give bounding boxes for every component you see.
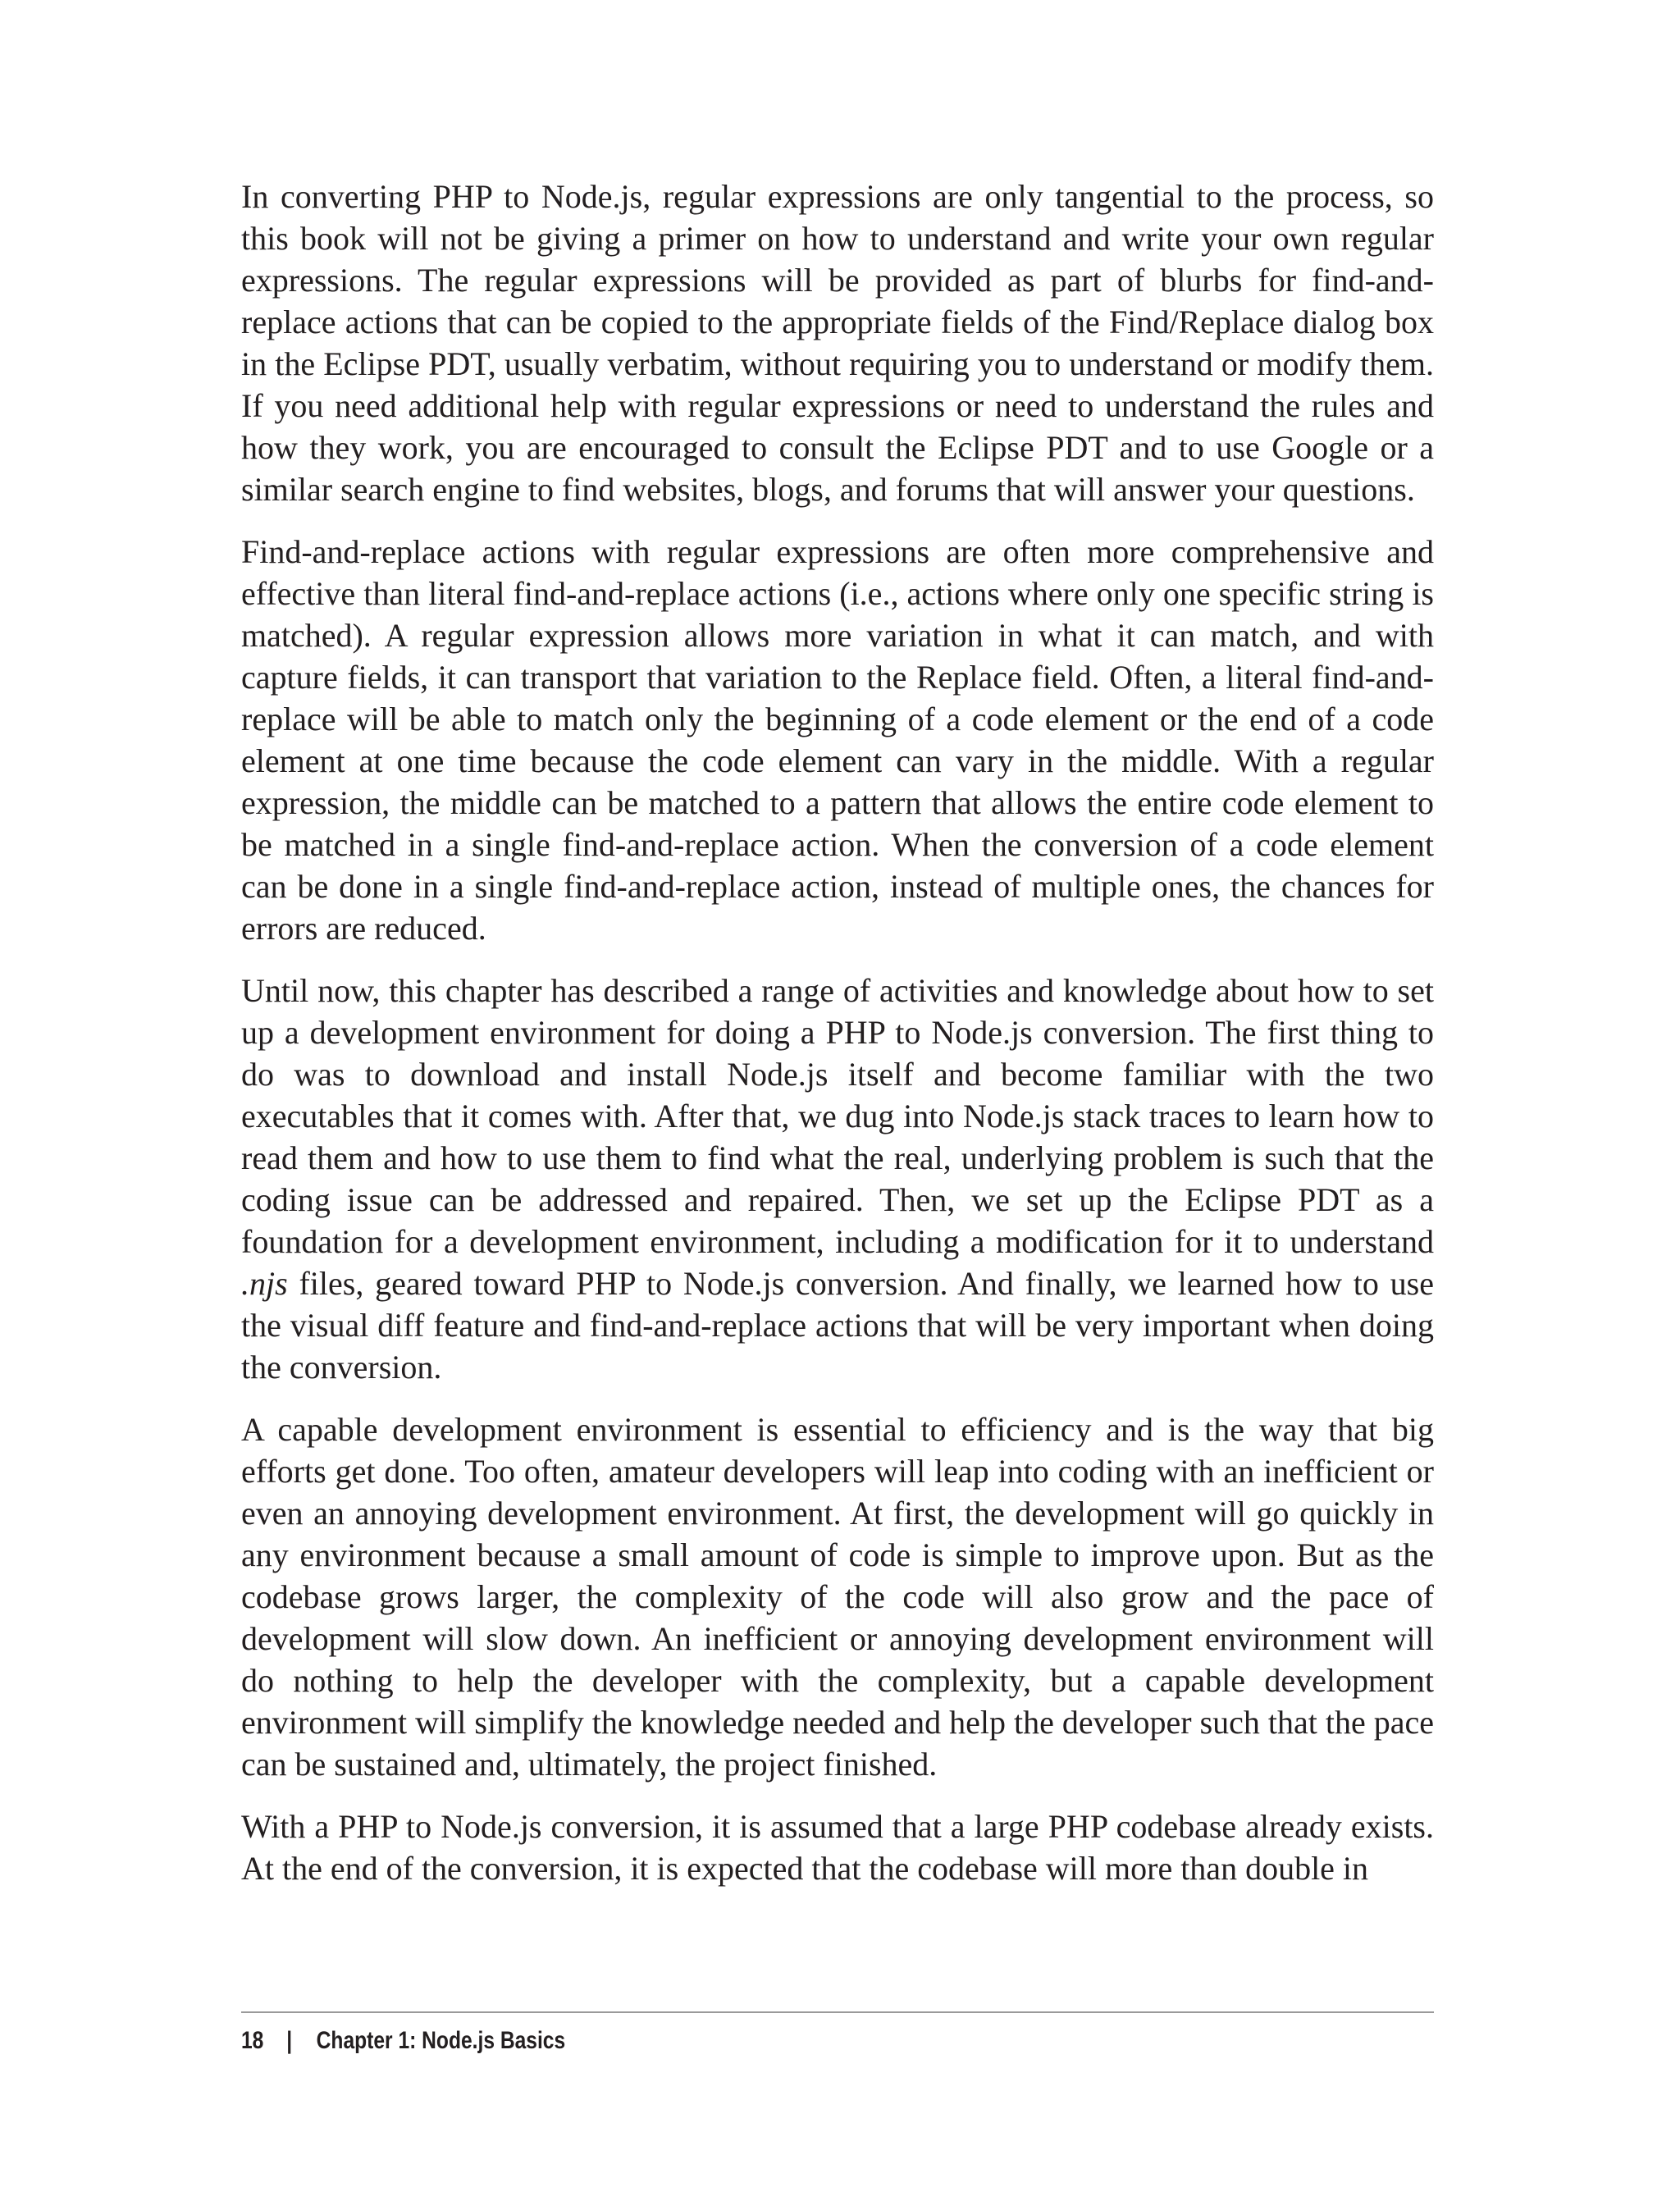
footer-divider xyxy=(241,2011,1434,2013)
paragraph-regex-primer: In converting PHP to Node.js, regular expressions are only tangential to the process, so this book will not be giving a primer on how to understand and write your own regular expressions. The regular expressions will be provided as part of blurbs for find-and-replace actions that can be copied to the appropriate fields of the Find/Replace dialog box in the Eclipse PDT, usually verbatim, without requiring you to understand or modify them. If you need additional help with regular expressions or need to understand the rules and how they work, you are encouraged to consult the Eclipse PDT and to use Google or a similar search engine to find websites, blogs, and forums that will answer your questions. xyxy=(241,178,1434,508)
paragraph-find-replace: Find-and-replace actions with regular expressions are often more comprehensive and effective than literal find-and-replace actions (i.e., actions where only one specific string is matched). A regular expression allows more variation in what it can match, and with capture fields, it can transport that variation to the Replace field. Often, a literal find-and-replace will be able to match only the beginning of a code element or the end of a code element at one time because the code element can vary in the middle. With a regular expression, the middle can be matched to a pattern that allows the entire code element to be matched in a single find-and-replace action. When the conversion of a code element can be done in a single find-and-replace action, instead of multiple ones, the chances for errors are reduced. xyxy=(241,533,1434,947)
paragraph-conversion-codebase: With a PHP to Node.js conversion, it is assumed that a large PHP codebase already exists. At the end of the conversion, it is expected that the codebase will more than double in xyxy=(241,1808,1434,1887)
body-text xyxy=(241,176,1434,1910)
paragraph-chapter-summary xyxy=(241,970,1434,1388)
summary-text-before: Until now, this chapter has described a range of activities and knowledge about how to set up a development environment for doing a PHP to Node.js conversion. The first thing to do was to download and install Node.js itself and become familiar with the two executables that it comes with. After that, we dug into Node.js stack traces to learn how to read them and how to use them to find what the real, underlying problem is such that the coding issue can be addressed and repaired. Then, we set up the Eclipse PDT as a foundation for a development environment, including a modification for it to understand xyxy=(241,972,1434,1260)
njs-extension: .njs xyxy=(241,1265,288,1302)
footer-separator: | xyxy=(286,2027,293,2054)
page-number: 18 xyxy=(241,2027,264,2054)
summary-text-after: files, geared toward PHP to Node.js conversion. And finally, we learned how to use the visual diff feature and find-and-replace actions that will be very important when doing the conversion. xyxy=(241,1265,1434,1386)
chapter-title: Chapter 1: Node.js Basics xyxy=(316,2027,566,2054)
page-footer xyxy=(241,2023,565,2059)
paragraph-dev-environment: A capable development environment is essential to efficiency and is the way that big efforts get done. Too often, amateur developers will leap into coding with an inefficient or even an annoying development environment. At first, the development will go quickly in any environment because a small amount of code is simple to improve upon. But as the codebase grows larger, the complexity of the code will also grow and the pace of development will slow down. An inefficient or annoying development environment will do nothing to help the developer with the complexity, but a capable development environment will simplify the knowledge needed and help the developer such that the pace can be sustained and, ultimately, the project finished. xyxy=(241,1411,1434,1783)
